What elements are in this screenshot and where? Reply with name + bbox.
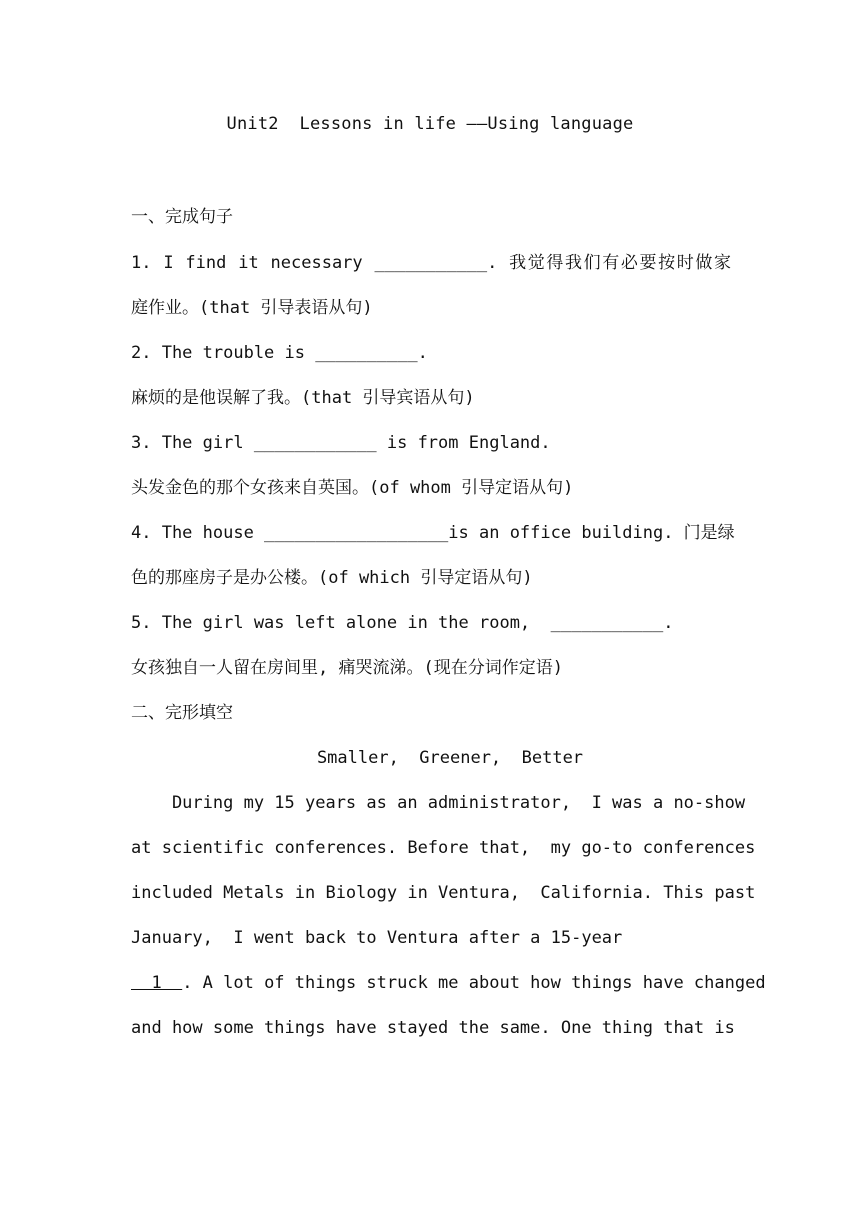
section-heading-complete-sentences: 一、完成句子 xyxy=(131,207,233,227)
passage-line: and how some things have stayed the same. One thing that is xyxy=(131,1018,735,1038)
passage-line: at scientific conferences. Before that, my go-to conferences xyxy=(131,838,756,858)
question-5-line-2: 女孩独自一人留在房间里, 痛哭流涕。(现在分词作定语) xyxy=(131,658,563,678)
question-2-line-2: 麻烦的是他误解了我。(that 引导宾语从句) xyxy=(131,388,475,408)
question-1-line-2: 庭作业。(that 引导表语从句) xyxy=(131,298,373,318)
passage-line-5-text: . A lot of things struck me about how things have changed xyxy=(182,973,766,993)
question-3-line-2: 头发金色的那个女孩来自英国。(of whom 引导定语从句) xyxy=(131,478,574,498)
question-5-line-1: 5. The girl was left alone in the room, ___________. xyxy=(131,613,674,633)
question-4-line-1: 4. The house __________________is an office building. 门是绿 xyxy=(131,523,735,543)
cloze-blank-1: 1 xyxy=(131,973,183,993)
section-heading-cloze: 二、完形填空 xyxy=(131,703,233,723)
question-3-line-1: 3. The girl ____________ is from England. xyxy=(131,433,551,453)
question-4-line-2: 色的那座房子是办公楼。(of which 引导定语从句) xyxy=(131,568,533,588)
passage-title: Smaller, Greener, Better xyxy=(316,748,584,768)
passage-line: During my 15 years as an administrator, I was a no-show xyxy=(131,793,746,813)
passage-line: January, I went back to Ventura after a 15-year xyxy=(131,928,623,948)
passage-line-with-blank xyxy=(131,969,766,997)
document-title: Unit2 Lessons in life ——Using language xyxy=(226,114,634,134)
passage-line: included Metals in Biology in Ventura, California. This past xyxy=(131,883,756,903)
question-2-line-1: 2. The trouble is __________. xyxy=(131,343,428,363)
question-1-line-1: 1. I find it necessary ___________. 我觉得我们有必要按时做家 xyxy=(131,253,731,273)
